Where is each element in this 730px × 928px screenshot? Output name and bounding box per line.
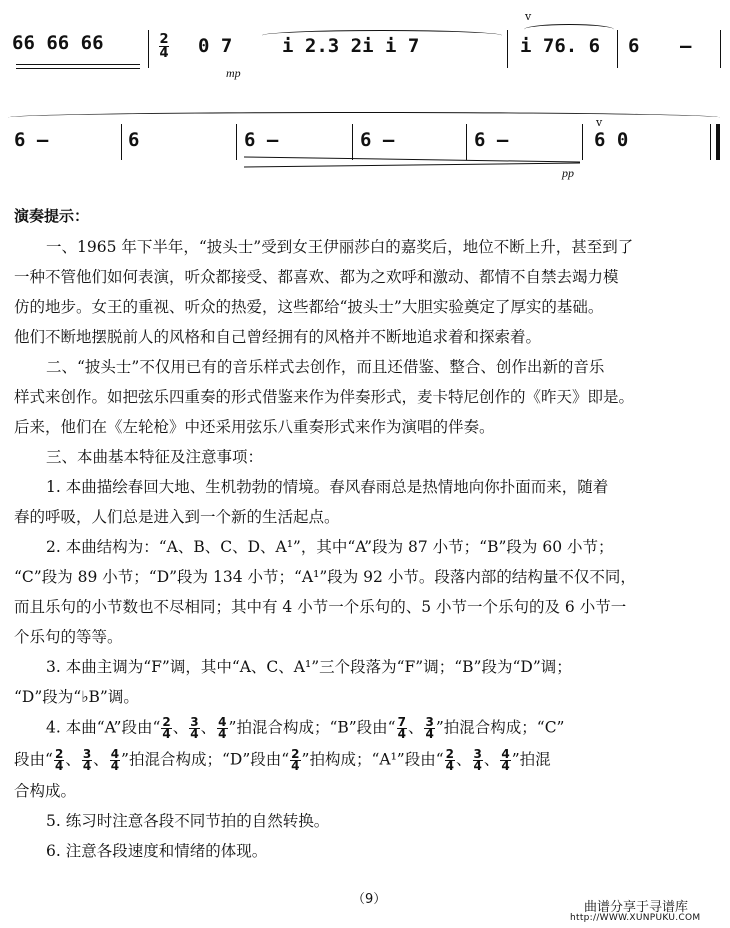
note-group: i 2.3 2i i 7 xyxy=(282,35,420,57)
beam-underline xyxy=(16,68,140,69)
list-item-line: “D”段为“♭B”调。 xyxy=(14,688,139,706)
inline-fraction: $\frac{2}{4}$ xyxy=(54,747,64,773)
decrescendo-hairpin xyxy=(244,155,584,171)
watermark-site-name: 曲谱分享于寻谱库 xyxy=(584,900,689,915)
accent-mark: v xyxy=(525,10,532,23)
barline xyxy=(710,124,711,160)
list-item-line: 3. 本曲主调为“F”调，其中“A、C、A¹”三个段落为“F”调；“B”段为“D”调； xyxy=(46,658,572,676)
list-item-line: “C”段为 89 小节；“D”段为 134 小节；“A¹”段为 92 小节。段落内部的结构量不仅不同， xyxy=(14,568,636,586)
barline xyxy=(236,124,237,160)
slur xyxy=(8,112,720,123)
barline xyxy=(121,124,122,160)
final-barline xyxy=(716,124,720,160)
paragraph-line: 一种不管他们如何表演，听众都接受、都喜欢、都为之欢呼和激动、都情不自禁去竭力模 xyxy=(14,268,619,286)
page-number: （9） xyxy=(352,892,387,907)
barline xyxy=(720,30,721,68)
dynamic-mark: mp xyxy=(226,66,241,80)
list-item-line: 个乐句的等等。 xyxy=(14,628,123,646)
barline xyxy=(148,30,149,68)
note-group: 6 xyxy=(628,35,640,57)
list-item-line: 2. 本曲结构为：“A、B、C、D、A¹”，其中“A”段为 87 小节；“B”段为 60 小节； xyxy=(46,538,614,556)
note-group: 6 – xyxy=(474,129,509,151)
list-item-line: 6. 注意各段速度和情绪的体现。 xyxy=(46,842,268,860)
note-group: – xyxy=(680,35,692,57)
list-item-line: 4. 本曲“A”段由“ $\frac{2}{4}$ 、 $\frac{3}{4}$ 、 $\frac{4}{4}$ ”拍混合构成；“B”段由“ $\frac{7}{4}$ 、 $\frac{3}{4}$ ”拍混合构成；“C” xyxy=(46,715,565,741)
inline-fraction: $\frac{3}{4}$ xyxy=(425,715,434,741)
list-item-line: 而且乐句的小节数也不尽相同；其中有 4 小节一个乐句的、5 小节一个乐句的及 6 小节一 xyxy=(14,598,627,616)
paragraph-line: 三、本曲基本特征及注意事项： xyxy=(46,448,264,466)
note-group: 66 66 66 xyxy=(12,32,104,54)
note-group: 6 – xyxy=(360,129,395,151)
dynamic-mark: pp xyxy=(562,166,574,180)
inline-fraction: $\frac{4}{4}$ xyxy=(110,747,120,773)
note-group: 6 0 xyxy=(594,129,629,151)
paragraph-line: 一、1965 年下半年，“披头士”受到女王伊丽莎白的嘉奖后，地位不断上升，甚至到了 xyxy=(46,238,634,256)
list-item-line: 合构成。 xyxy=(14,782,77,800)
paragraph-line: 仿的地步。女王的重视、听众的热爱，这些都给“披头士”大胆实验奠定了厚实的基础。 xyxy=(14,298,604,316)
inline-fraction: $\frac{2}{4}$ xyxy=(291,747,300,773)
inline-fraction: $\frac{3}{4}$ xyxy=(473,747,482,773)
note-group: 6 – xyxy=(244,129,279,151)
list-item-line: 春的呼吸，人们总是进入到一个新的生活起点。 xyxy=(14,508,340,526)
beam-underline xyxy=(16,64,140,65)
barline xyxy=(507,30,508,68)
list-item-line: 5. 练习时注意各段不同节拍的自然转换。 xyxy=(46,812,330,830)
inline-fraction: $\frac{7}{4}$ xyxy=(397,715,406,741)
note-group: 6 xyxy=(128,129,140,151)
inline-fraction: $\frac{4}{4}$ xyxy=(501,747,510,773)
note-group: 6 – xyxy=(14,129,49,151)
slur xyxy=(262,30,502,41)
inline-fraction: $\frac{4}{4}$ xyxy=(218,715,227,741)
inline-fraction: $\frac{2}{4}$ xyxy=(162,715,171,741)
paragraph-line: 后来，他们在《左轮枪》中还采用弦乐八重奏形式来作为演唱的伴奏。 xyxy=(14,418,495,436)
inline-fraction: $\frac{2}{4}$ xyxy=(445,747,454,773)
slur xyxy=(524,24,614,35)
paragraph-line: 样式来创作。如把弦乐四重奏的形式借鉴来作为伴奏形式，麦卡特尼创作的《昨天》即是。 xyxy=(14,388,635,406)
list-item-line: 段由“ $\frac{2}{4}$ 、 $\frac{3}{4}$ 、 $\frac{4}{4}$ ”拍混合构成；“D”段由“ $\frac{2}{4}$ ”拍构成；“A¹”段由“ $\frac{2}{4}$ 、 $\frac{3}{4}$ 、 $\frac{4}{4}$ ”拍混 xyxy=(14,747,551,773)
section-heading: 演奏提示： xyxy=(14,207,90,225)
list-item-line: 1. 本曲描绘春回大地、生机勃勃的情境。春风春雨总是热情地向你扑面而来，随着 xyxy=(46,478,609,496)
note-group: 0 7 xyxy=(198,35,233,57)
accent-mark: v xyxy=(596,116,603,129)
inline-fraction: $\frac{3}{4}$ xyxy=(82,747,92,773)
paragraph-line: 他们不断地摆脱前人的风格和自己曾经拥有的风格并不断地追求着和探索着。 xyxy=(14,328,542,346)
note-group: i 76. 6 xyxy=(520,35,601,57)
time-signature: 2 4 xyxy=(159,32,169,61)
inline-fraction: $\frac{3}{4}$ xyxy=(190,715,199,741)
barline xyxy=(617,30,618,68)
paragraph-line: 二、“披头士”不仅用已有的音乐样式去创作，而且还借鉴、整合、创作出新的音乐 xyxy=(46,358,605,376)
watermark-site-url: http://WWW.XUNPUKU.COM xyxy=(570,913,701,923)
